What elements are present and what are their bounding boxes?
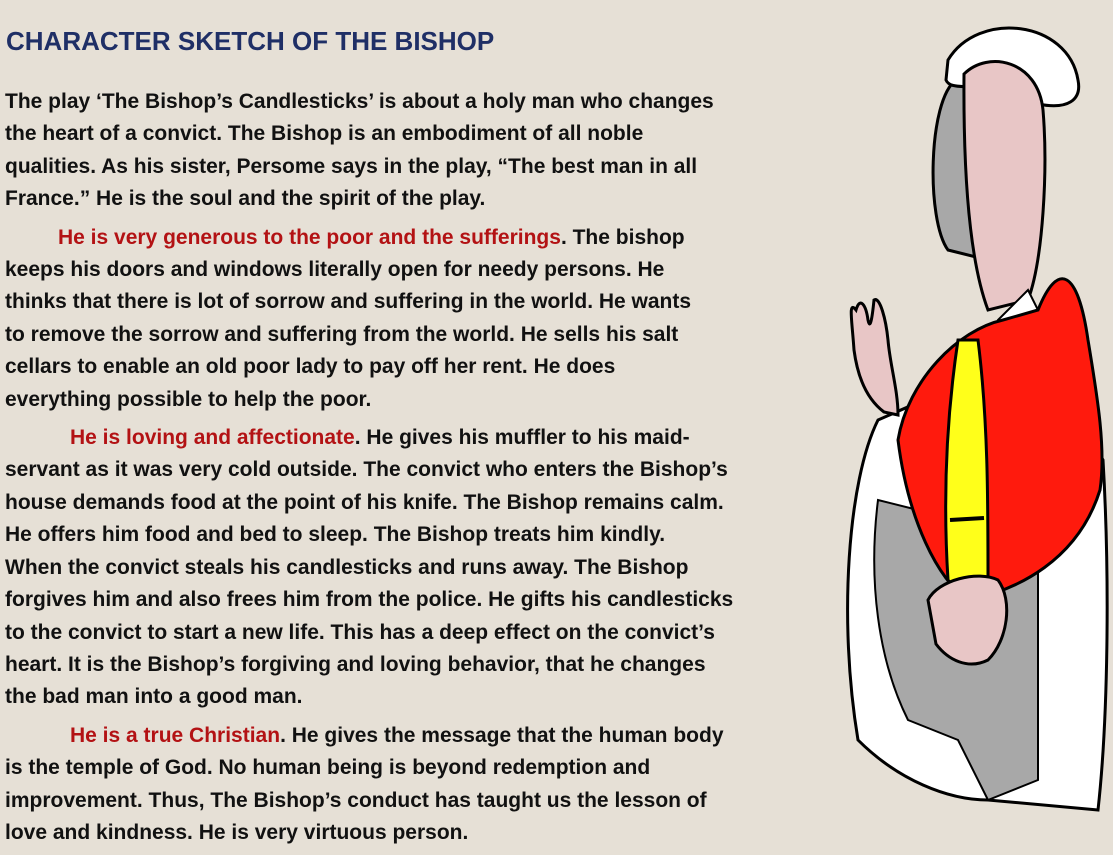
intro-paragraph xyxy=(5,86,815,216)
loving-highlight: He is loving and affectionate xyxy=(70,426,355,450)
text-line: improvement. Thus, The Bishop’s conduct has taught us the lesson of xyxy=(5,788,707,812)
generous-paragraph xyxy=(5,222,815,416)
text-line: servant as it was very cold outside. The convict who enters the Bishop’s xyxy=(5,458,728,482)
text-line: . He gives the message that the human body xyxy=(280,723,724,747)
body-text xyxy=(5,86,815,855)
page-title: CHARACTER SKETCH OF THE BISHOP xyxy=(6,26,495,56)
text-line: qualities. As his sister, Persome says in the play, “The best man in all xyxy=(5,154,698,178)
christian-paragraph xyxy=(5,720,815,850)
text-line: . The bishop xyxy=(560,225,685,249)
text-line: . He gives his muffler to his maid- xyxy=(354,426,690,450)
text-line: is the temple of God. No human being is beyond redemption and xyxy=(5,756,651,780)
text-line: cellars to enable an old poor lady to pay off her rent. He does xyxy=(5,355,616,379)
text-line: to the convict to start a new life. This has a deep effect on the convict’s xyxy=(5,620,715,644)
text-line: heart. It is the Bishop’s forgiving and loving behavior, that he changes xyxy=(5,652,706,676)
text-line: France.” He is the soul and the spirit of the play. xyxy=(5,187,486,211)
raised-hand xyxy=(851,300,898,415)
text-line: He offers him food and bed to sleep. The Bishop treats him kindly. xyxy=(5,523,666,547)
text-line: to remove the sorrow and suffering from the world. He sells his salt xyxy=(5,322,679,346)
text-line: thinks that there is lot of sorrow and suffering in the world. He wants xyxy=(5,290,692,314)
loving-paragraph xyxy=(5,422,815,714)
face xyxy=(964,62,1045,310)
text-line: the heart of a convict. The Bishop is an embodiment of all noble xyxy=(5,122,644,146)
text-line: When the convict steals his candlesticks and runs away. The Bishop xyxy=(5,555,689,579)
text-line: house demands food at the point of his knife. The Bishop remains calm. xyxy=(5,490,724,514)
yellow-stole xyxy=(946,340,988,591)
text-line: everything possible to help the poor. xyxy=(5,387,372,411)
text-line: the bad man into a good man. xyxy=(5,685,303,709)
text-line: love and kindness. He is very virtuous person. xyxy=(5,820,469,844)
christian-highlight: He is a true Christian xyxy=(70,723,281,747)
text-line: The play ‘The Bishop’s Candlesticks’ is about a holy man who changes xyxy=(5,90,714,113)
generous-highlight: He is very generous to the poor and the sufferings xyxy=(58,225,561,249)
text-line: keeps his doors and windows literally open for needy persons. He xyxy=(5,258,665,282)
bishop-figure-icon xyxy=(838,20,1110,820)
text-line: forgives him and also frees him from the police. He gifts his candlesticks xyxy=(5,588,734,612)
